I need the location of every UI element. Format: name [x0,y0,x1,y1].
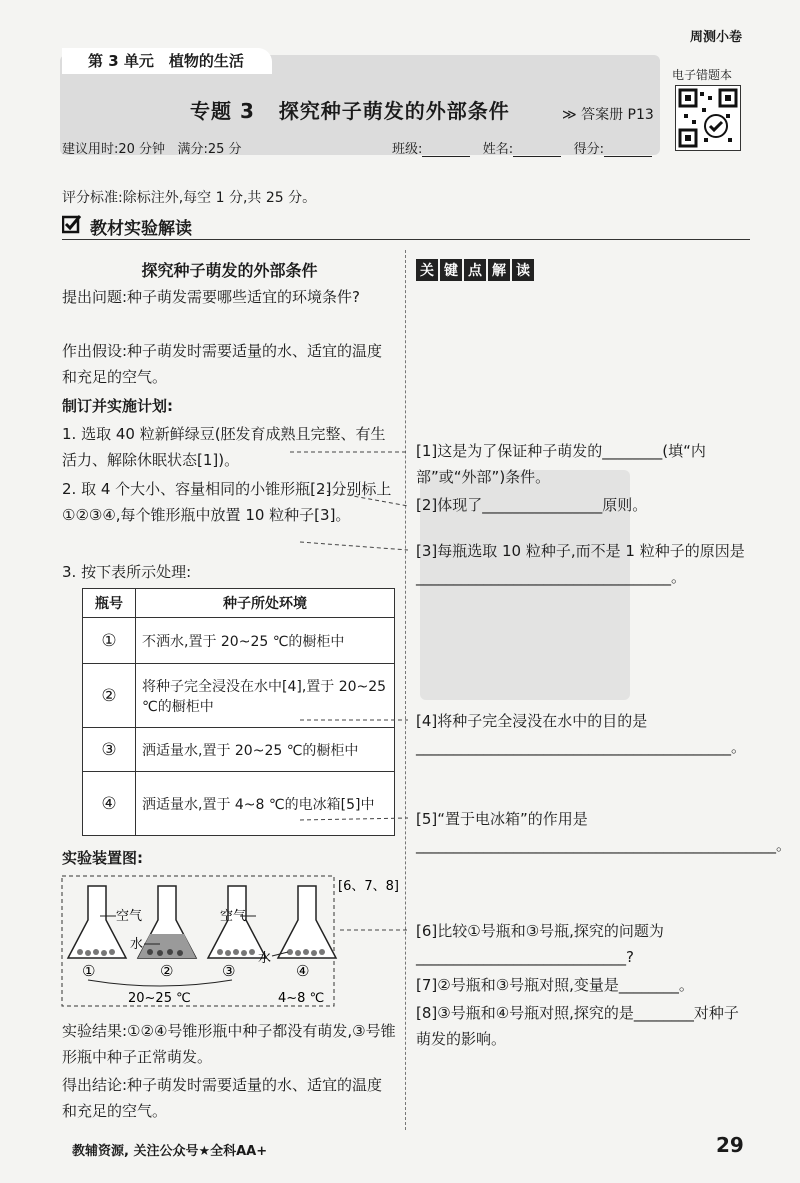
step-1: 1. 选取 40 粒新鲜绿豆(胚发育成熟且完整、有生活力、解除休眠状态[1])。 [62,425,386,469]
page-number: 29 [716,1133,744,1157]
unit-tab: 第 3 单元 植物的生活 [62,48,272,74]
corner-label: 周测小卷 [690,30,743,45]
step-2: 2. 取 4 个大小、容量相同的小锥形瓶[2]分别标上①②③④,每个锥形瓶中放置 10 粒种子[3]。 [62,480,392,524]
topic-number: 专题 3 [190,99,255,123]
air-label-2: 空气 [220,909,247,924]
key-char: 读 [512,259,534,281]
table-cell: 洒适量水,置于 20~25 ℃的橱柜中 [136,728,395,772]
table-cell: 洒适量水,置于 4~8 ℃的电冰箱[5]中 [136,772,395,836]
flask-number: ④ [296,962,310,980]
temperature-label-2: 4~8 ℃ [278,991,325,1006]
scoring-criteria: 评分标准:除标注外,每空 1 分,共 25 分。 [62,190,317,206]
score-field[interactable] [604,142,652,157]
note-5[interactable]: [5]“置于电冰箱”的作用是________________________________________________。 [416,810,792,854]
note-8[interactable]: [8]③号瓶和④号瓶对照,探究的是________对种子萌发的影响。 [416,1004,739,1048]
name-label: 姓名: [482,142,514,157]
water-label-1: 水 [130,937,144,952]
note-2[interactable]: [2]体现了________________原则。 [416,496,648,514]
note-3[interactable]: [3]每瓶选取 10 粒种子,而不是 1 粒种子的原因是__________________________________。 [416,542,745,586]
full-score-label: 满分:25 分 [177,142,242,157]
air-label-1: 空气 [116,909,143,924]
section-divider [62,239,750,240]
score-label: 得分: [573,142,604,157]
table-cell: ① [83,618,136,664]
question-text: 提出问题:种子萌发需要哪些适宜的环境条件? [62,288,361,306]
flask-number: ③ [222,962,236,980]
result-text: 实验结果:①②④号锥形瓶中种子都没有萌发,③号锥形瓶中种子正常萌发。 [62,1022,396,1066]
temperature-label-1: 20~25 ℃ [128,991,191,1006]
key-points-label [416,259,534,281]
name-field[interactable] [513,142,561,157]
note-7[interactable]: [7]②号瓶和③号瓶对照,变量是________。 [416,976,694,994]
table-cell: 不洒水,置于 20~25 ℃的橱柜中 [136,618,395,664]
water-label-2: 水 [258,951,272,966]
table-cell: ② [83,664,136,728]
checkbox-icon [62,214,82,239]
flask-2-icon [138,886,196,958]
table-cell: 将种子完全浸没在水中[4],置于 20~25 ℃的橱柜中 [136,664,395,728]
key-char: 关 [416,259,438,281]
class-label: 班级: [392,142,423,157]
leader-lines [280,430,420,950]
table-header: 瓶号 [83,589,136,618]
step-3: 3. 按下表所示处理: [62,563,192,581]
class-field[interactable] [422,142,470,157]
note-1[interactable]: [1]这是为了保证种子萌发的________(填“内部”或“外部”)条件。 [416,442,706,486]
footer-text: 教辅资源, 关注公众号★全科AA+ [72,1144,268,1159]
table-header: 种子所处环境 [136,589,395,618]
key-char: 键 [440,259,462,281]
time-label: 建议用时:20 分钟 [62,142,166,157]
meta-row [62,138,662,157]
qr-code-icon[interactable] [675,85,741,151]
key-char: 点 [464,259,486,281]
table-cell: ③ [83,728,136,772]
diagram-reference: [6、7、8] [338,879,399,894]
table-cell: ④ [83,772,136,836]
section-title: 教材实验解读 [90,219,192,239]
qr-label: 电子错题本 [672,68,733,82]
key-char: 解 [488,259,510,281]
experiment-title: 探究种子萌发的外部条件 [141,261,318,280]
hypothesis-text: 作出假设:种子萌发时需要适量的水、适宜的温度和充足的空气。 [62,342,383,386]
flask-number: ② [160,962,174,980]
flask-number: ① [82,962,96,980]
note-4[interactable]: [4]将种子完全浸没在水中的目的是__________________________________________。 [416,712,747,756]
answer-reference: ≫ 答案册 P13 [562,107,654,123]
page-title [190,95,510,124]
device-title: 实验装置图: [62,849,143,867]
note-6[interactable]: [6]比较①号瓶和③号瓶,探究的问题为____________________________? [416,922,664,966]
plan-title: 制订并实施计划: [62,397,173,415]
topic-title: 探究种子萌发的外部条件 [278,99,510,123]
section-heading [62,214,192,239]
conclusion-text: 得出结论:种子萌发时需要适量的水、适宜的温度和充足的空气。 [62,1076,383,1120]
